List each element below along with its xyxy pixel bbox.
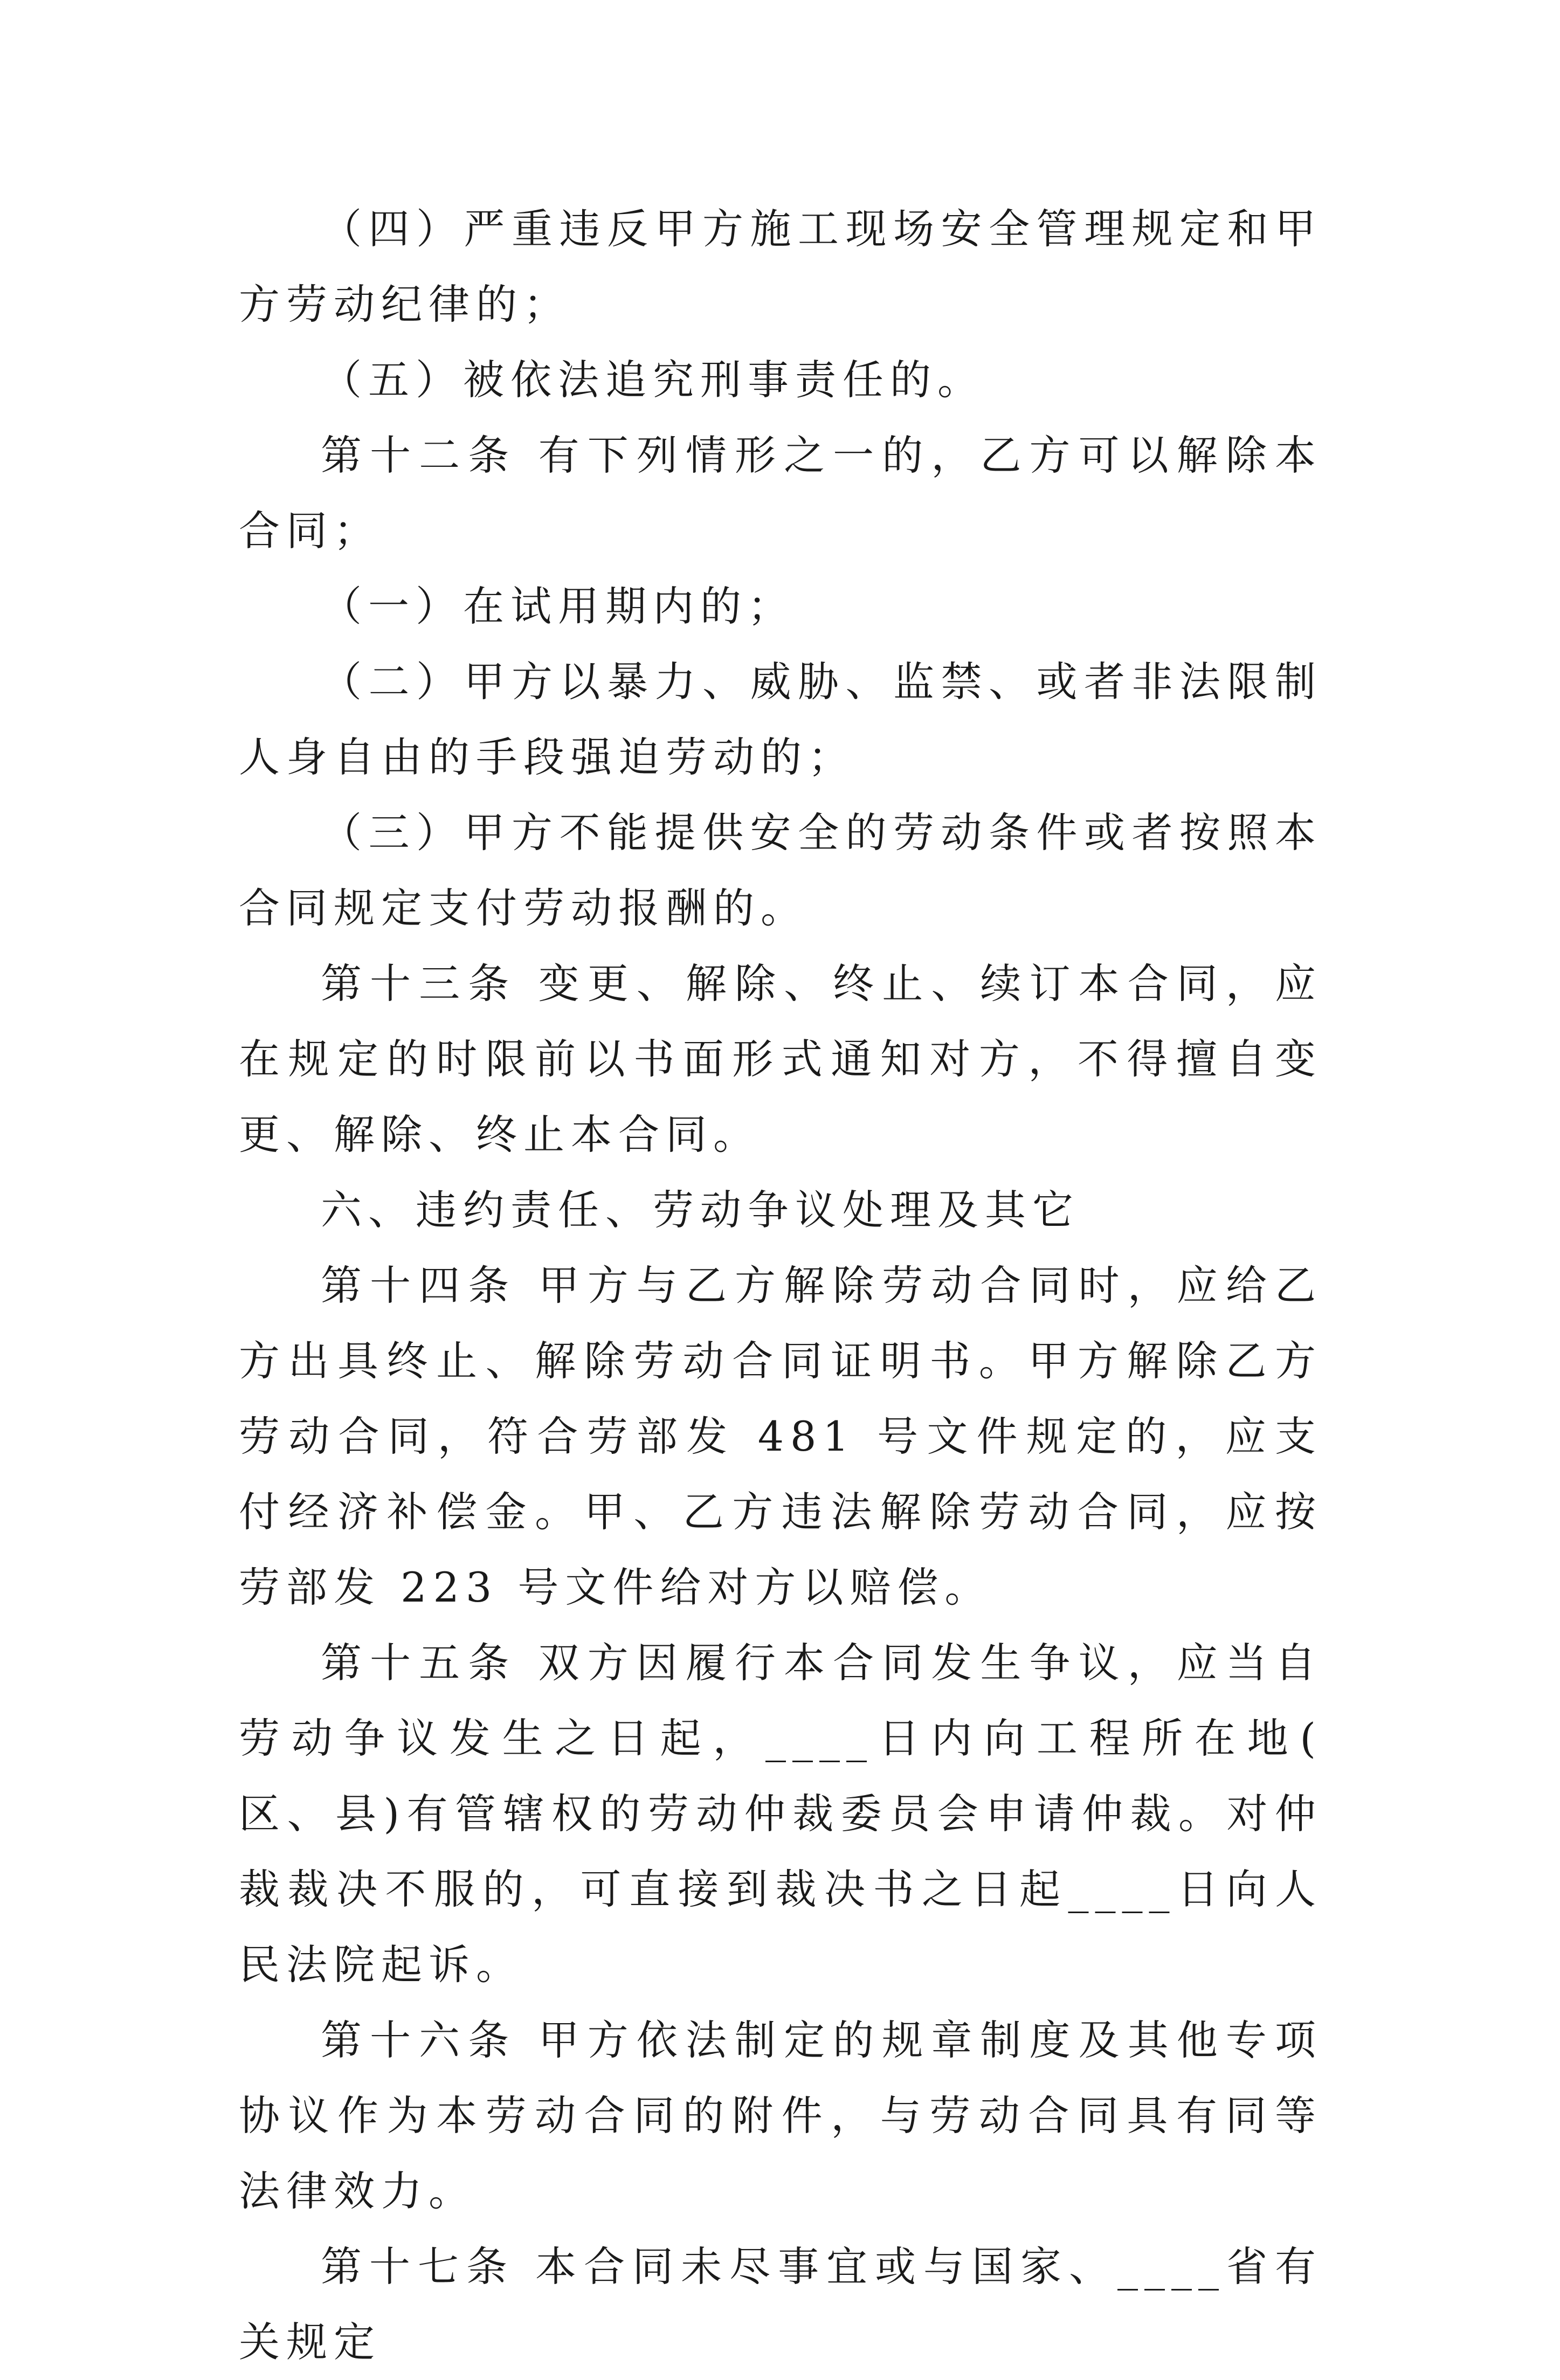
contract-body-text (239, 191, 1342, 2380)
paragraph-article-12-item-3: （三）甲方不能提供安全的劳动条件或者按照本合同规定支付劳动报酬的。 (239, 809, 1322, 932)
paragraph-article-16: 第十六条 甲方依法制定的规章制度及其他专项协议作为本劳动合同的附件，与劳动合同具有同等法律效力。 (239, 2016, 1322, 2215)
section-heading-6: 六、违约责任、劳动争议处理及其它 (321, 1186, 1080, 1234)
paragraph-article-13: 第十三条 变更、解除、终止、续订本合同，应在规定的时限前以书面形式通知对方，不得擅自变更、解除、终止本合同。 (239, 960, 1322, 1158)
paragraph-article-17: 第十七条 本合同未尽事宜或与国家、____省有关规定 (239, 2243, 1322, 2366)
paragraph-clause-4: （四）严重违反甲方施工现场安全管理规定和甲方劳动纪律的； (239, 205, 1322, 328)
paragraph-article-14: 第十四条 甲方与乙方解除劳动合同时，应给乙方出具终止、解除劳动合同证明书。甲方解除乙方劳动合同，符合劳部发 481 号文件规定的，应支付经济补偿金。甲、乙方违法解除劳动合同，应按劳部发 223 号文件给对方以赔偿。 (239, 1261, 1322, 1611)
paragraph-article-12: 第十二条 有下列情形之一的，乙方可以解除本合同； (239, 431, 1322, 555)
paragraph-article-12-item-2: （二）甲方以暴力、威胁、监禁、或者非法限制人身自由的手段强迫劳动的； (239, 658, 1322, 781)
paragraph-article-12-item-1: （一）在试用期内的； (321, 582, 795, 630)
paragraph-article-15: 第十五条 双方因履行本合同发生争议，应当自劳动争议发生之日起，____日内向工程所在地( 区、县)有管辖权的劳动仲裁委员会申请仲裁。对仲裁裁决不服的，可直接到裁决书之日起____日向人民法院起诉。 (239, 1639, 1342, 1989)
paragraph-clause-5: （五）被依法追究刑事责任的。 (321, 356, 985, 404)
